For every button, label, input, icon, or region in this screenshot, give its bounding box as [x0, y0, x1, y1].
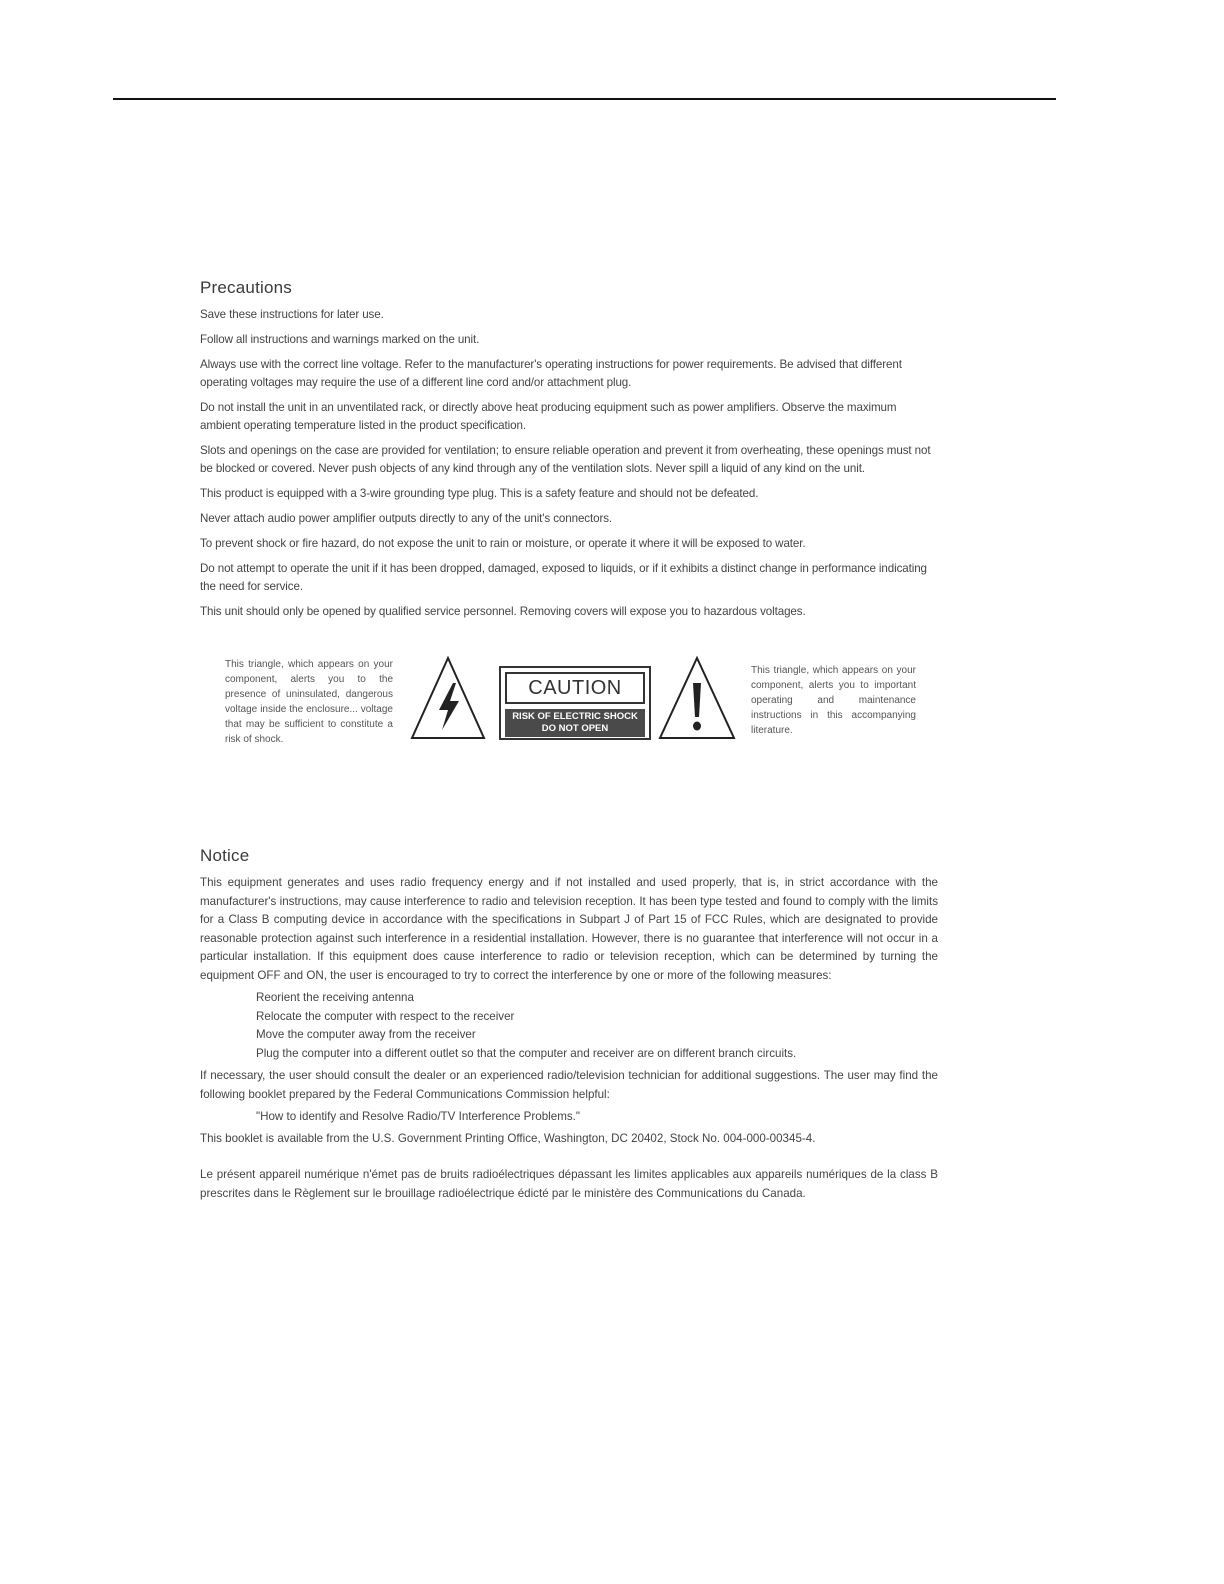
instruction-triangle-description: This triangle, which appears on your component, alerts you to important operating and maintenance instructions in this accompanying literature.: [751, 665, 916, 736]
header-rule: [113, 98, 1056, 100]
caution-label: [499, 666, 651, 740]
caution-band: [505, 709, 645, 737]
shock-triangle-description: This triangle, which appears on your component, alerts you to the presence of uninsulated, dangerous voltage inside the enclosure... voltage that may be sufficient to constitute a risk of shock.: [225, 659, 393, 745]
notice-paragraph: If necessary, the user should consult the dealer or an experienced radio/television technician for additional suggestions. The user may find the following booklet prepared by the Federal Communications Commission helpful:: [200, 1069, 938, 1101]
measure-item: Move the computer away from the receiver: [256, 1028, 476, 1041]
lightning-warning-icon: [409, 655, 487, 741]
exclamation-warning-icon: [657, 655, 737, 741]
precaution-item: Always use with the correct line voltage. Refer to the manufacturer's operating instructions for power requirements. Be advised that different operating voltages may require the use of a different line cord and/or attachment plug.: [200, 358, 902, 389]
french-notice: Le présent appareil numérique n'émet pas de bruits radioélectriques dépassant les limites applicables aux appareils numériques de la class B prescrites dans le Règlement sur le brouillage radioélectrique édicté par le ministère des Communications du Canada.: [200, 1168, 938, 1200]
notice-section: [200, 846, 938, 1207]
precaution-item: To prevent shock or fire hazard, do not expose the unit to rain or moisture, or operate it where it will be exposed to water.: [200, 537, 806, 550]
precautions-title: Precautions: [200, 278, 292, 297]
precaution-item: This unit should only be opened by qualified service personnel. Removing covers will expose you to hazardous voltages.: [200, 605, 806, 618]
notice-title: Notice: [200, 846, 250, 865]
precaution-item: This product is equipped with a 3-wire grounding type plug. This is a safety feature and should not be defeated.: [200, 487, 759, 500]
measures-list: [256, 989, 938, 1063]
precaution-item: Do not install the unit in an unventilated rack, or directly above heat producing equipment such as power amplifiers. Observe the maximum ambient operating temperature listed in the product specification.: [200, 401, 897, 432]
caution-word: CAUTION: [505, 672, 645, 704]
precaution-item: Never attach audio power amplifier outputs directly to any of the unit's connectors.: [200, 512, 613, 525]
caution-line-2: DO NOT OPEN: [541, 723, 609, 734]
booklet-title: "How to identify and Resolve Radio/TV Interference Problems.": [256, 1110, 580, 1123]
precaution-item: Do not attempt to operate the unit if it has been dropped, damaged, exposed to liquids, or if it exhibits a distinct change in performance indicating the need for service.: [200, 562, 927, 593]
notice-paragraph: This equipment generates and uses radio frequency energy and if not installed and used properly, that is, in strict accordance with the manufacturer's instructions, may cause interference to radio and television reception. It has been type tested and found to comply with the limits for a Class B computing device in accordance with the specifications in Subpart J of Part 15 of FCC Rules, which are designated to provide reasonable protection against such interference in a residential installation. However, there is no guarantee that interference will not occur in a particular installation. If this equipment does cause interference to radio or television reception, which can be determined by turning the equipment OFF and ON, the user is encouraged to try to correct the interference by one or more of the following measures:: [200, 876, 938, 982]
precautions-section: [200, 278, 938, 628]
caution-line-1: RISK OF ELECTRIC SHOCK: [512, 711, 638, 722]
measure-item: Plug the computer into a different outlet so that the computer and receiver are on different branch circuits.: [256, 1046, 797, 1060]
warning-symbols: [225, 655, 925, 755]
precaution-item: Slots and openings on the case are provided for ventilation; to ensure reliable operation and prevent it from overheating, these openings must not be blocked or covered. Never push objects of any kind through any of the ventilation slots. Never spill a liquid of any kind on the unit.: [200, 444, 931, 475]
precaution-item: Save these instructions for later use.: [200, 308, 384, 321]
precaution-item: Follow all instructions and warnings marked on the unit.: [200, 333, 480, 346]
measure-item: Reorient the receiving antenna: [256, 991, 414, 1004]
measure-item: Relocate the computer with respect to the receiver: [256, 1009, 515, 1023]
notice-paragraph: This booklet is available from the U.S. Government Printing Office, Washington, DC 20402, Stock No. 004-000-00345-4.: [200, 1131, 816, 1145]
